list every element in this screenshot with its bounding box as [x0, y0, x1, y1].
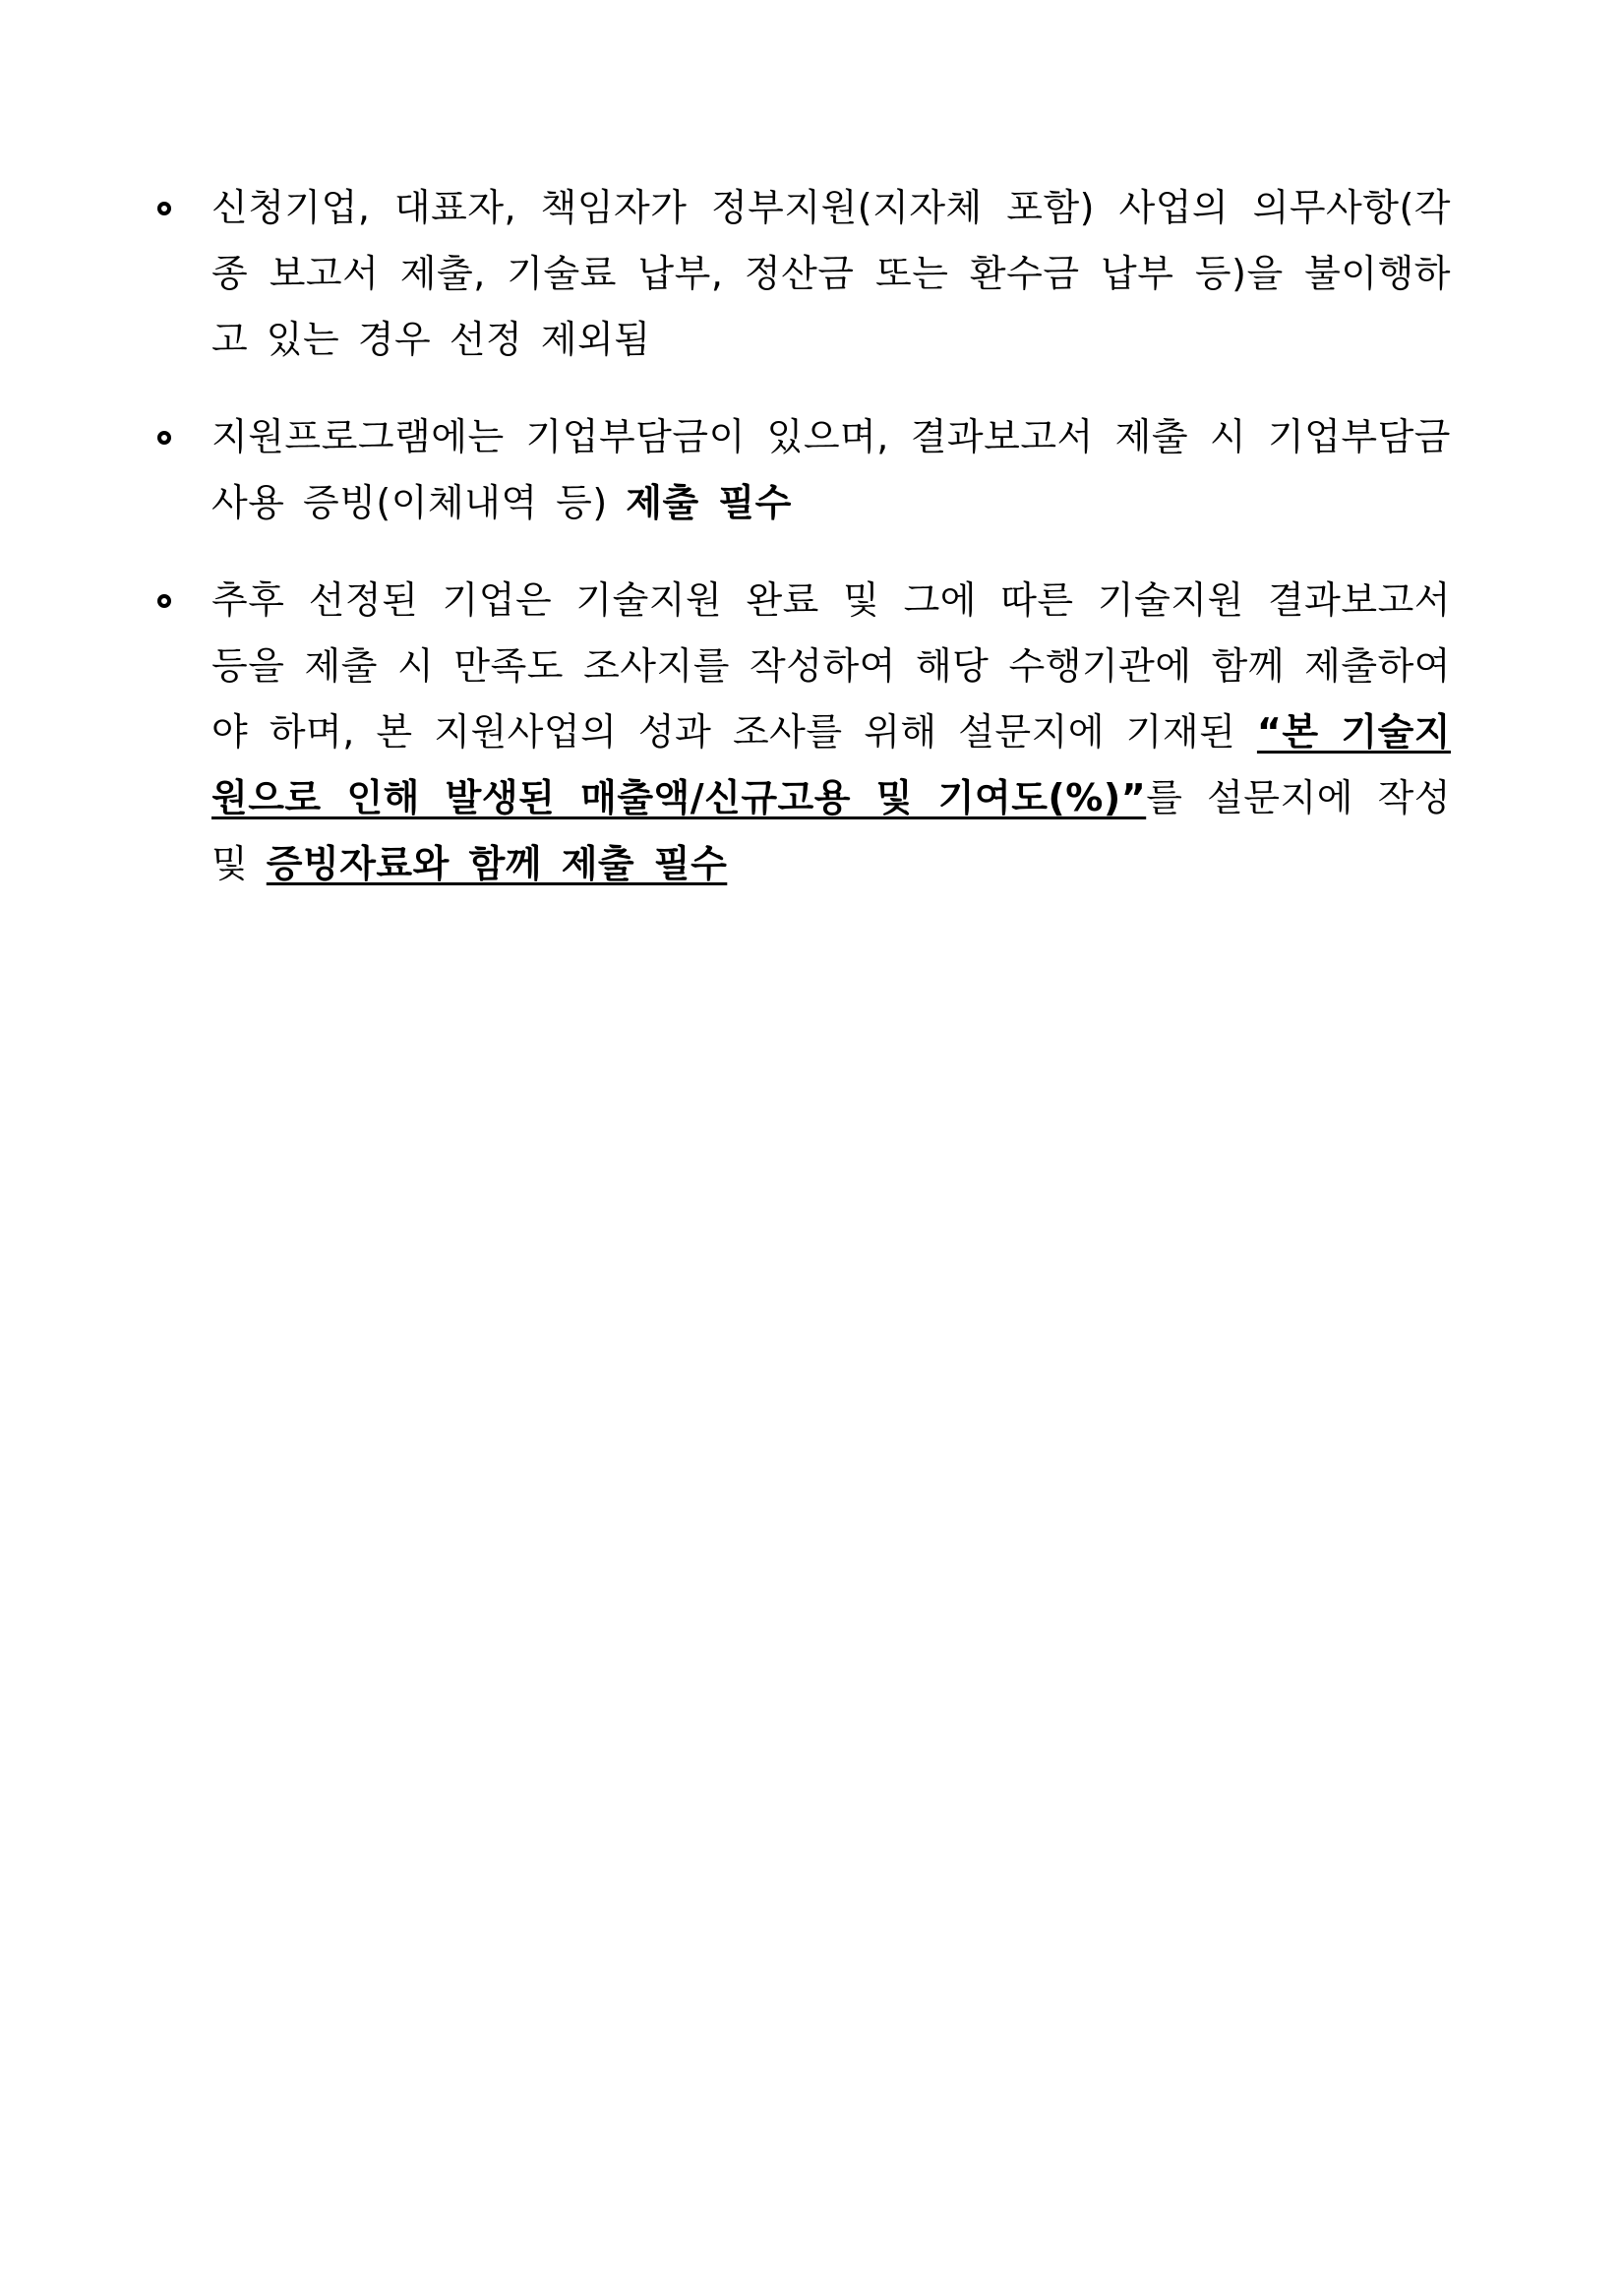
circle-bullet-icon	[157, 431, 171, 445]
emphasis-underlined-text: 증빙자료와 함께 제출 필수	[266, 842, 728, 885]
text-segment: 신청기업, 대표자, 책임자가 정부지원(지자체 포함) 사업의 의무사항(각종 보고서 제출, 기술료 납부, 정산금 또는 환수금 납부 등)을 불이행하고 있는 경우 선정 제외됨	[211, 186, 1451, 361]
circle-bullet-icon	[157, 202, 171, 215]
text-segment: 를 설문지에 작성 및	[211, 776, 1451, 885]
emphasis-text: 제출 필수	[626, 481, 792, 524]
notice-list	[148, 175, 1451, 929]
bullet-text	[211, 404, 1451, 536]
list-item	[148, 175, 1451, 373]
emphasis-underlined-text: “본 기술지원으로 인해 발생된 매출액/신규고용 및 기여도(%)”	[211, 710, 1451, 819]
bullet-text	[211, 175, 1451, 373]
text-segment: 지원프로그램에는 기업부담금이 있으며, 결과보고서 제출 시 기업부담금 사용 증빙(이체내역 등)	[211, 415, 1451, 524]
bullet-text	[211, 568, 1451, 897]
circle-bullet-icon	[157, 594, 171, 608]
list-item	[148, 404, 1451, 536]
list-item	[148, 568, 1451, 897]
text-segment: 추후 선정된 기업은 기술지원 완료 및 그에 따른 기술지원 결과보고서 등을 제출 시 만족도 조사지를 작성하여 해당 수행기관에 함께 제출하여야 하며, 본 지원사업의 성과 조사를 위해 설문지에 기재된	[211, 578, 1451, 754]
